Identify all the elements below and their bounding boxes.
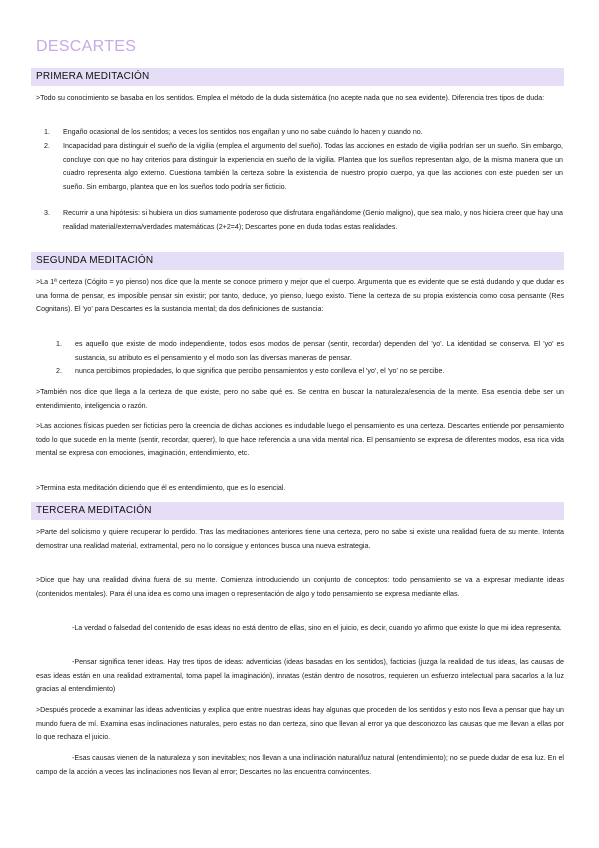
list-item: Incapacidad para distinguir el sueño de la vigilia (emplea el argumento del sueño). Todas las acciones en estado de vigilia podrían ser un sueño. Sin embargo, concluye con que no hay criterios para distinguir la experiencia en sueño de la vigilia. Plantea que los sueños representan algo, de la misma manera que un cuadro representa algo externo. Cuestiona también la certeza sobre la existencia de nuestro propio cuerpo, ya que las acciones con este pueden ser un sueño. Sin embargo, plantea que en los sueños todo podría ser ficticio. [63,142,563,191]
document-title: DESCARTES [36,38,137,55]
paragraph: -Pensar significa tener ideas. Hay tres tipos de ideas: adventicias (ideas basadas en los sentidos), facticias (juzga la realidad de tus ideas, las causas de esas ideas están en una realidad extramental, toma papel la imaginación), innatas (están dentro de nosotros, requieren un esfuerzo intelectual para sacarlos a la luz gracias al entendimiento) [36,658,564,693]
section-heading-tercera: TERCERA MEDITACIÓN [31,502,564,520]
paragraph: >Termina esta meditación diciendo que él es entendimiento, que es lo esencial. [36,484,286,492]
section-heading-primera: PRIMERA MEDITACIÓN [31,68,564,86]
paragraph: >Dice que hay una realidad divina fuera de su mente. Comienza introduciendo un conjunto de conceptos: todo pensamiento se va a expresar mediante ideas (contenidos mentales). Para él una idea es como una imagen o representación de algo y todo pensamiento se expresa mediante ellas. [36,576,564,598]
list-item: nunca percibimos propiedades, lo que significa que percibo pensamientos y esto conlleva el 'yo', el 'yo' no se percibe. [75,367,445,375]
list-item: es aquello que existe de modo independiente, todos esos modos de pensar (sentir, recordar) dependen del 'yo'. La identidad se conserva. El 'yo' es sustancia, su atributo es el pensamiento y el modo son las diversas maneras de pensar. [75,340,564,362]
paragraph: >Parte del solicismo y quiere recuperar lo perdido. Tras las meditaciones anteriores tiene una certeza, pero no sabe si existe una realidad fuera de su mente. Intenta demostrar una realidad material, extramental, pero no lo consigue y entonces busca una nueva estrategia. [36,528,564,550]
list-item: Recurrir a una hipótesis: si hubiera un dios sumamente poderoso que disfrutara engañándome (Genio maligno), que sea malo, y nos hiciera creer que hay una realidad material/externa/verdades matemáticas (2+2=4); Descartes pone en duda todas estas realidades. [63,209,563,231]
list-number: 2. [56,367,62,375]
paragraph: >La 1ª certeza (Cógito = yo pienso) nos dice que la mente se conoce primero y mejor que el cuerpo. Argumenta que es evidente que se está dudando y que dudar es una forma de pensar, es imposible pensar sin existir; por tanto, deduce, yo pienso, luego existo. Tiene la certeza de su propia existencia como cosa pensante (Res Cognitans). El 'yo' para Descartes es la sustancia mental; da dos definiciones de sustancia: [36,278,564,313]
list-item: Engaño ocasional de los sentidos; a veces los sentidos nos engañan y uno no sabe cuándo lo hacen y cuando no. [63,128,423,136]
paragraph: >También nos dice que llega a la certeza de que existe, pero no sabe qué es. Se centra en buscar la naturaleza/esencia de la mente. Esa esencia debe ser un entendimiento, inteligencia o razón. [36,388,564,410]
paragraph: >Después procede a examinar las ideas adventicias y explica que entre nuestras ideas hay algunas que proceden de los sentidos y esto nos lleva a pensar que hay un mundo fuera de mí. Examina esas inclinaciones naturales, pero estas no dan certeza, sino que llevan al error ya que desconozco las causas que me llevan a ellas por lo que rechaza el juicio. [36,706,564,741]
paragraph: -Esas causas vienen de la naturaleza y son inevitables; nos llevan a una inclinación natural/luz natural (entendimiento); no se puede dudar de esa luz. En el campo de la acción a veces las inclinaciones nos llevan al error; Descartes no las encuentra convincentes. [36,754,564,776]
list-number: 1. [44,128,50,136]
paragraph: >Todo su conocimiento se basaba en los sentidos. Emplea el método de la duda sistemática (no acepte nada que no sea evidente). Diferencia tres tipos de duda: [36,94,545,102]
paragraph: -La verdad o falsedad del contenido de esas ideas no está dentro de ellas, sino en el juicio, es decir, cuando yo afirmo que existe lo que mi idea representa. [72,624,562,632]
list-number: 3. [44,209,50,217]
paragraph: >Las acciones físicas pueden ser ficticias pero la creencia de dichas acciones es indudable luego el pensamiento es una certeza. Descartes entiende por pensamiento todo lo que sucede en la mente (sentir, recordar, querer), lo que hace referencia a una vida mental rica. El pensamiento se expresa de diferentes modos, esa rica vida mental se expresa con emociones, imaginación, entendimiento, etc. [36,422,564,457]
section-heading-segunda: SEGUNDA MEDITACIÓN [31,252,564,270]
list-number: 1. [56,340,62,348]
list-number: 2. [44,142,50,150]
